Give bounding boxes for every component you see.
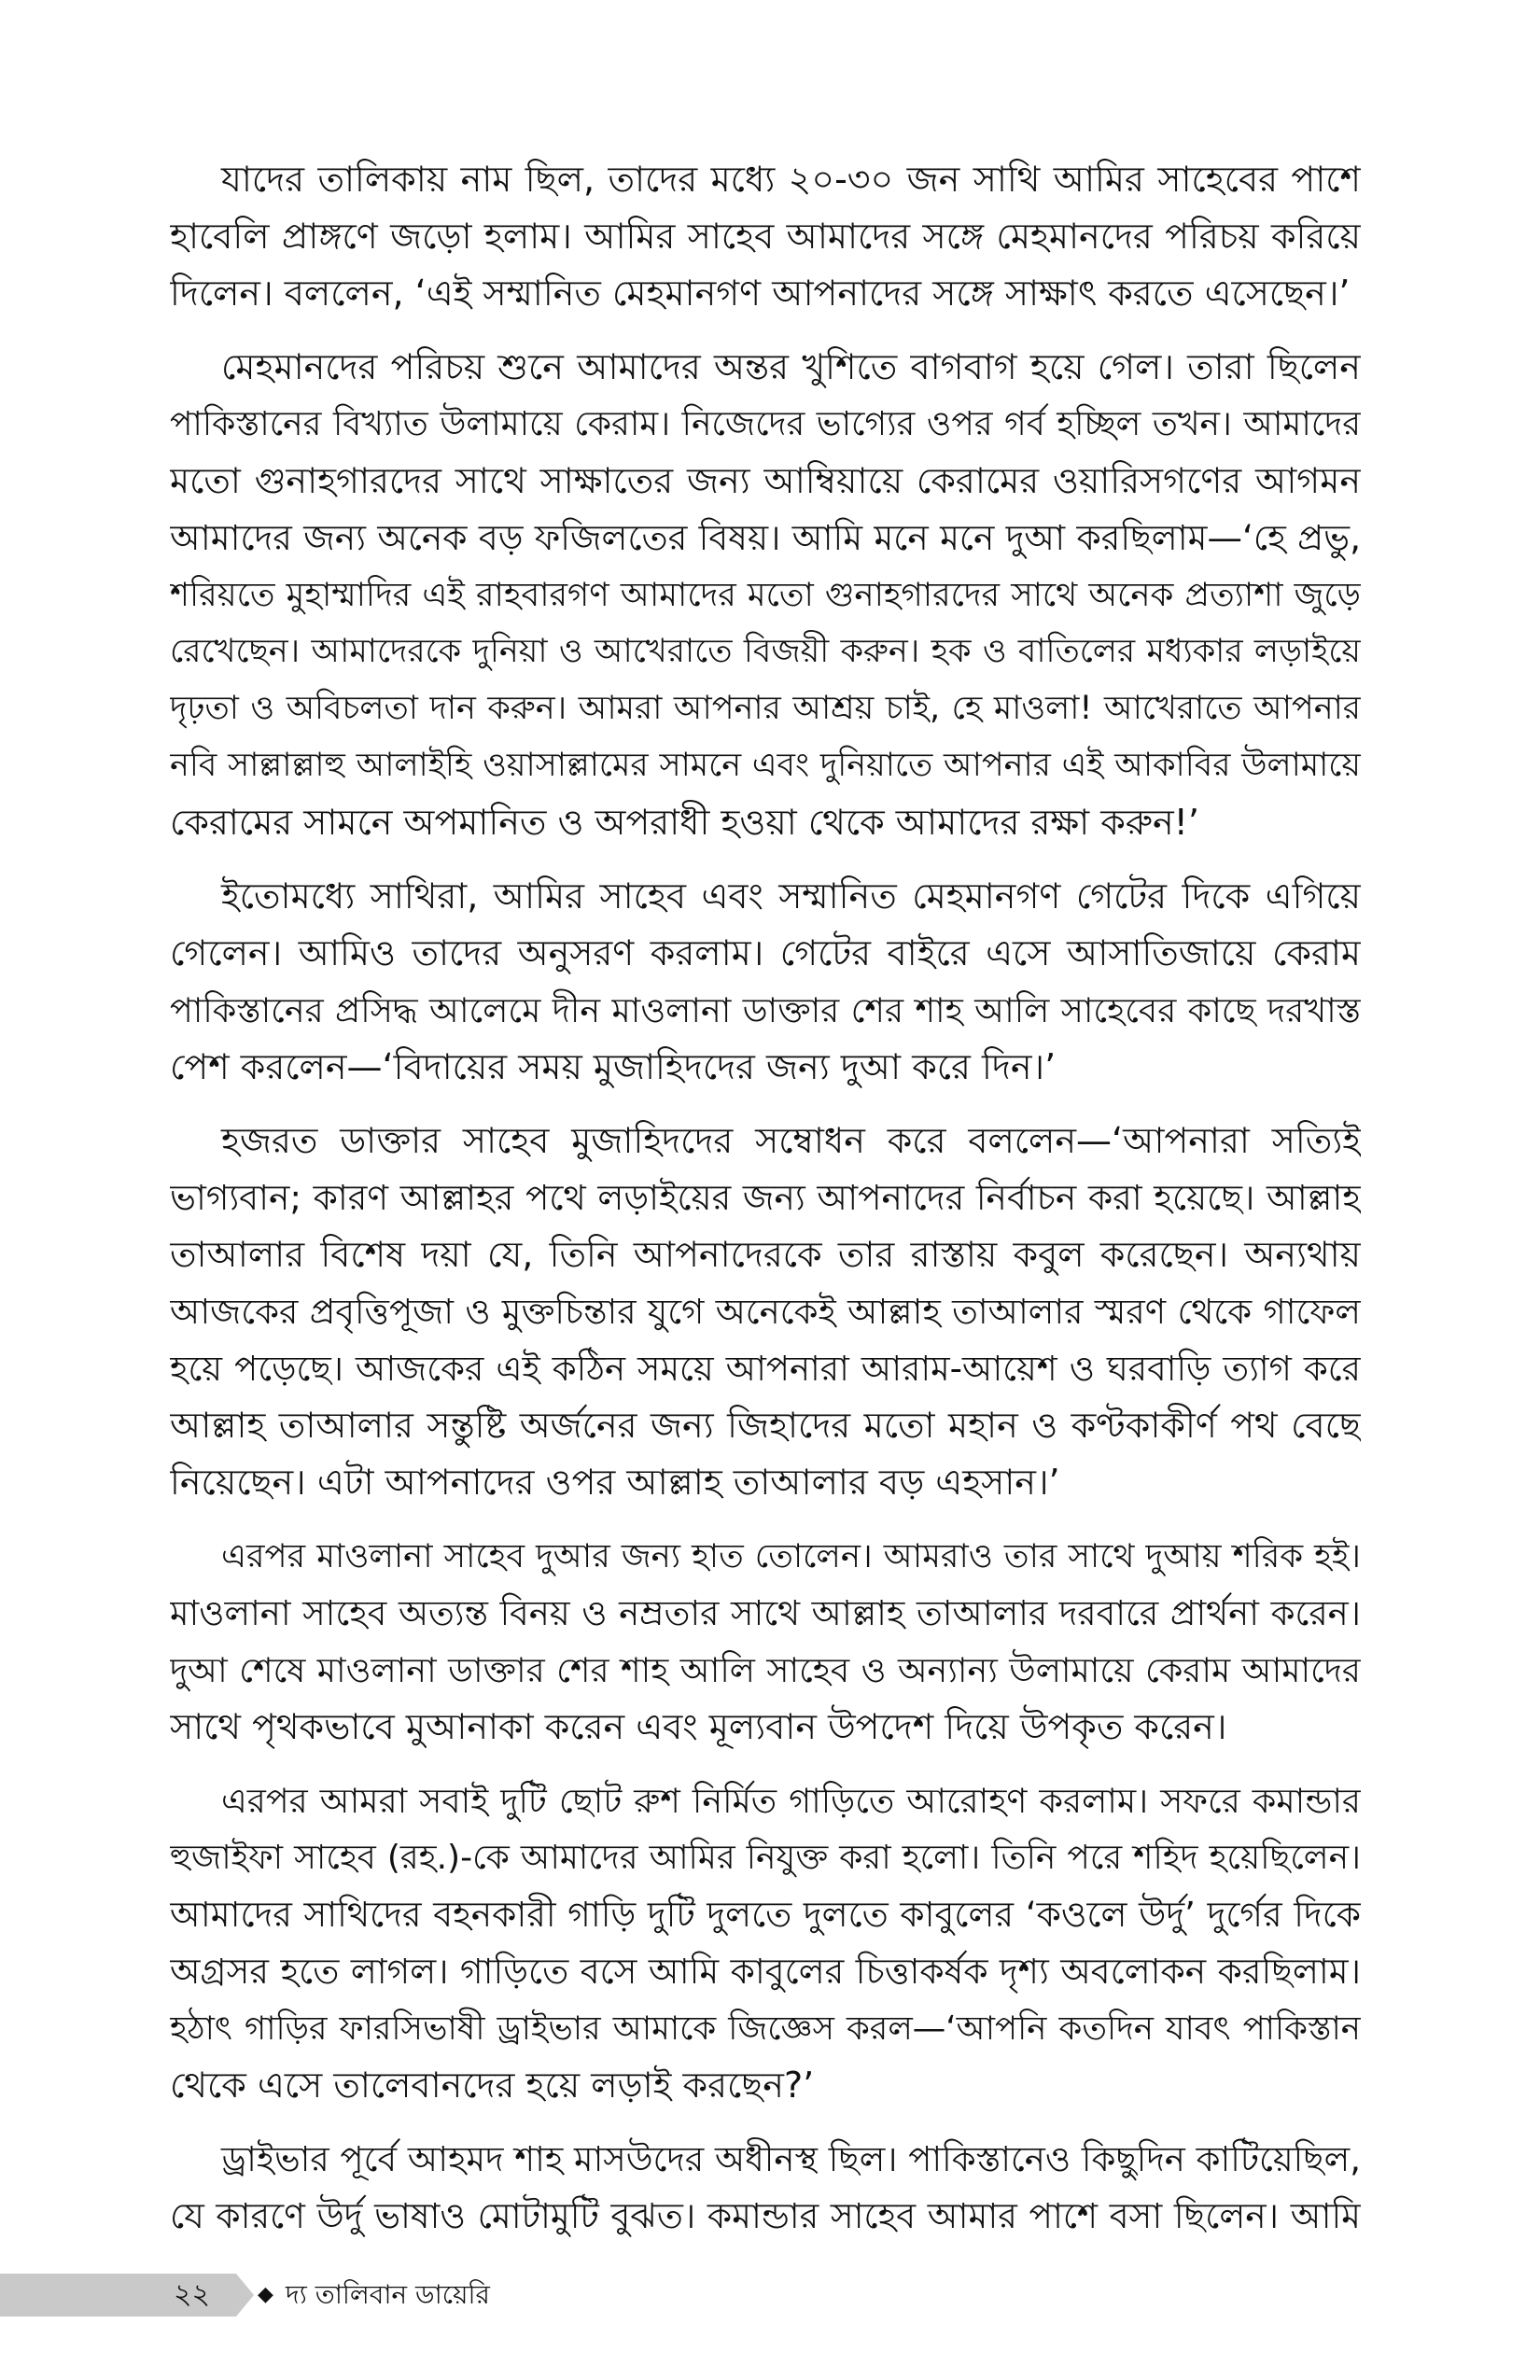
- paragraph: [170, 339, 1361, 851]
- paragraph-line: আমাদের সাথিদের বহনকারী গাড়ি দুটি দুলতে দুলতে কাবুলের ‘কওলে উর্দু’ দুর্গের দিকে: [170, 1894, 1361, 1935]
- paragraph-line: আল্লাহ তাআলার সন্তুষ্টি অর্জনের জন্য জিহাদের মতো মহান ও কণ্টকাকীর্ণ পথ বেছে: [170, 1405, 1361, 1446]
- paragraph-line: যাদের তালিকায় নাম ছিল, তাদের মধ্যে ২০-৩০ জন সাথি আমির সাহেবের পাশে: [221, 159, 1361, 200]
- paragraph: [170, 1772, 1361, 2114]
- paragraph-line: মতো গুনাহগারদের সাথে সাক্ষাতের জন্য আম্বিয়ায়ে কেরামের ওয়ারিসগণের আগমন: [170, 460, 1361, 501]
- running-title: দ্য তালিবান ডায়েরি: [286, 2279, 490, 2310]
- paragraph: [170, 1528, 1361, 1756]
- paragraph-line: এরপর মাওলানা সাহেব দুআর জন্য হাত তোলেন। আমরাও তার সাথে দুআয় শরিক হই।: [221, 1537, 1361, 1575]
- paragraph-line: কেরামের সামনে অপমানিত ও অপরাধী হওয়া থেকে আমাদের রক্ষা করুন!’: [170, 802, 1199, 843]
- paragraph-line: দিলেন। বললেন, ‘এই সম্মানিত মেহমানগণ আপনাদের সঙ্গে সাক্ষাৎ করতে এসেছেন।’: [170, 273, 1351, 314]
- paragraph-line: হয়ে পড়েছে। আজকের এই কঠিন সময়ে আপনারা আরাম-আয়েশ ও ঘরবাড়ি ত্যাগ করে: [170, 1349, 1361, 1389]
- paragraph-line: ড্রাইভার পূর্বে আহমদ শাহ মাসউদের অধীনস্থ ছিল। পাকিস্তানেও কিছুদিন কাটিয়েছিল,: [221, 2139, 1361, 2179]
- page-footer: [0, 2274, 653, 2317]
- paragraph-line: অগ্রসর হতে লাগল। গাড়িতে বসে আমি কাবুলের চিত্তাকর্ষক দৃশ্য অবলোকন করছিলাম।: [170, 1951, 1361, 1992]
- paragraph-line: রেখেছেন। আমাদেরকে দুনিয়া ও আখেরাতে বিজয়ী করুন। হক ও বাতিলের মধ্যকার লড়াইয়ে: [170, 633, 1361, 670]
- paragraph-line: থেকে এসে তালেবানদের হয়ে লড়াই করছেন?’: [170, 2065, 815, 2106]
- paragraph-line: আমাদের জন্য অনেক বড় ফজিলতের বিষয়। আমি মনে মনে দুআ করছিলাম—‘হে প্রভু,: [170, 517, 1361, 558]
- diamond-icon: ◆: [258, 2283, 273, 2306]
- paragraph-line: গেলেন। আমিও তাদের অনুসরণ করলাম। গেটের বাইরে এসে আসাতিজায়ে কেরাম: [170, 932, 1361, 973]
- paragraph-line: ইতোমধ্যে সাথিরা, আমির সাহেব এবং সম্মানিত মেহমানগণ গেটের দিকে এগিয়ে: [221, 875, 1361, 917]
- paragraph-line: হুজাইফা সাহেব (রহ.)-কে আমাদের আমির নিযুক্ত করা হলো। তিনি পরে শহিদ হয়েছিলেন।: [170, 1839, 1361, 1877]
- paragraph-line: মেহমানদের পরিচয় শুনে আমাদের অন্তর খুশিতে বাগবাগ হয়ে গেল। তারা ছিলেন: [221, 346, 1361, 387]
- paragraph-line: দৃঢ়তা ও অবিচলতা দান করুন। আমরা আপনার আশ্রয় চাই, হে মাওলা! আখেরাতে আপনার: [170, 690, 1361, 727]
- paragraph-line: নবি সাল্লাল্লাহু আলাইহি ওয়াসাল্লামের সামনে এবং দুনিয়াতে আপনার এই আকাবির উলামায়ে: [170, 747, 1361, 784]
- page-number: ২২: [174, 2278, 211, 2311]
- body-text: [170, 151, 1361, 2245]
- paragraph-line: পেশ করলেন—‘বিদায়ের সময় মুজাহিদদের জন্য দুআ করে দিন।’: [170, 1046, 1057, 1087]
- paragraph-line: ভাগ্যবান; কারণ আল্লাহর পথে লড়াইয়ের জন্য আপনাদের নির্বাচন করা হয়েছে। আল্লাহ: [170, 1177, 1361, 1218]
- paragraph-line: নিয়েছেন। এটা আপনাদের ওপর আল্লাহ তাআলার বড় এহসান।’: [170, 1462, 1060, 1503]
- paragraph-line: সাথে পৃথকভাবে মুআনাকা করেন এবং মূল্যবান উপদেশ দিয়ে উপকৃত করেন।: [170, 1706, 1227, 1747]
- paragraph: [170, 1113, 1361, 1511]
- paragraph: [170, 868, 1361, 1096]
- paragraph-line: পাকিস্তানের প্রসিদ্ধ আলেমে দীন মাওলানা ডাক্তার শের শাহ আলি সাহেবের কাছে দরখাস্ত: [170, 990, 1361, 1030]
- paragraph-line: হঠাৎ গাড়ির ফারসিভাষী ড্রাইভার আমাকে জিজ্ঞেস করল—‘আপনি কতদিন যাবৎ পাকিস্তান: [170, 2009, 1361, 2048]
- paragraph-line: আজকের প্রবৃত্তিপূজা ও মুক্তচিন্তার যুগে অনেকেই আল্লাহ তাআলার স্মরণ থেকে গাফেল: [170, 1292, 1361, 1332]
- paragraph-line: শরিয়তে মুহাম্মাদির এই রাহবারগণ আমাদের মতো গুনাহগারদের সাথে অনেক প্রত্যাশা জুড়ে: [170, 576, 1361, 614]
- paragraph-line: যে কারণে উর্দু ভাষাও মোটামুটি বুঝত। কমান্ডার সাহেব আমার পাশে বসা ছিলেন। আমি: [170, 2195, 1361, 2236]
- paragraph-line: মাওলানা সাহেব অত্যন্ত বিনয় ও নম্রতার সাথে আল্লাহ তাআলার দরবারে প্রার্থনা করেন।: [170, 1593, 1361, 1633]
- paragraph-line: দুআ শেষে মাওলানা ডাক্তার শের শাহ আলি সাহেব ও অন্যান্য উলামায়ে কেরাম আমাদের: [170, 1650, 1361, 1690]
- footer-band: [0, 2274, 254, 2317]
- paragraph-line: হাবেলি প্রাঙ্গণে জড়ো হলাম। আমির সাহেব আমাদের সঙ্গে মেহমানদের পরিচয় করিয়ে: [170, 216, 1361, 257]
- paragraph-line: পাকিস্তানের বিখ্যাত উলামায়ে কেরাম। নিজেদের ভাগ্যের ওপর গর্ব হচ্ছিল তখন। আমাদের: [170, 405, 1361, 443]
- paragraph-line: তাআলার বিশেষ দয়া যে, তিনি আপনাদেরকে তার রাস্তায় কবুল করেছেন। অন্যথায়: [170, 1234, 1361, 1275]
- paragraph: [170, 151, 1361, 322]
- paragraph: [170, 2131, 1361, 2245]
- paragraph-line: এরপর আমরা সবাই দুটি ছোট রুশ নির্মিত গাড়িতে আরোহণ করলাম। সফরে কমান্ডার: [221, 1781, 1361, 1821]
- paragraph-line: হজরত ডাক্তার সাহেব মুজাহিদদের সম্বোধন করে বললেন—‘আপনারা সত্যিই: [221, 1120, 1361, 1161]
